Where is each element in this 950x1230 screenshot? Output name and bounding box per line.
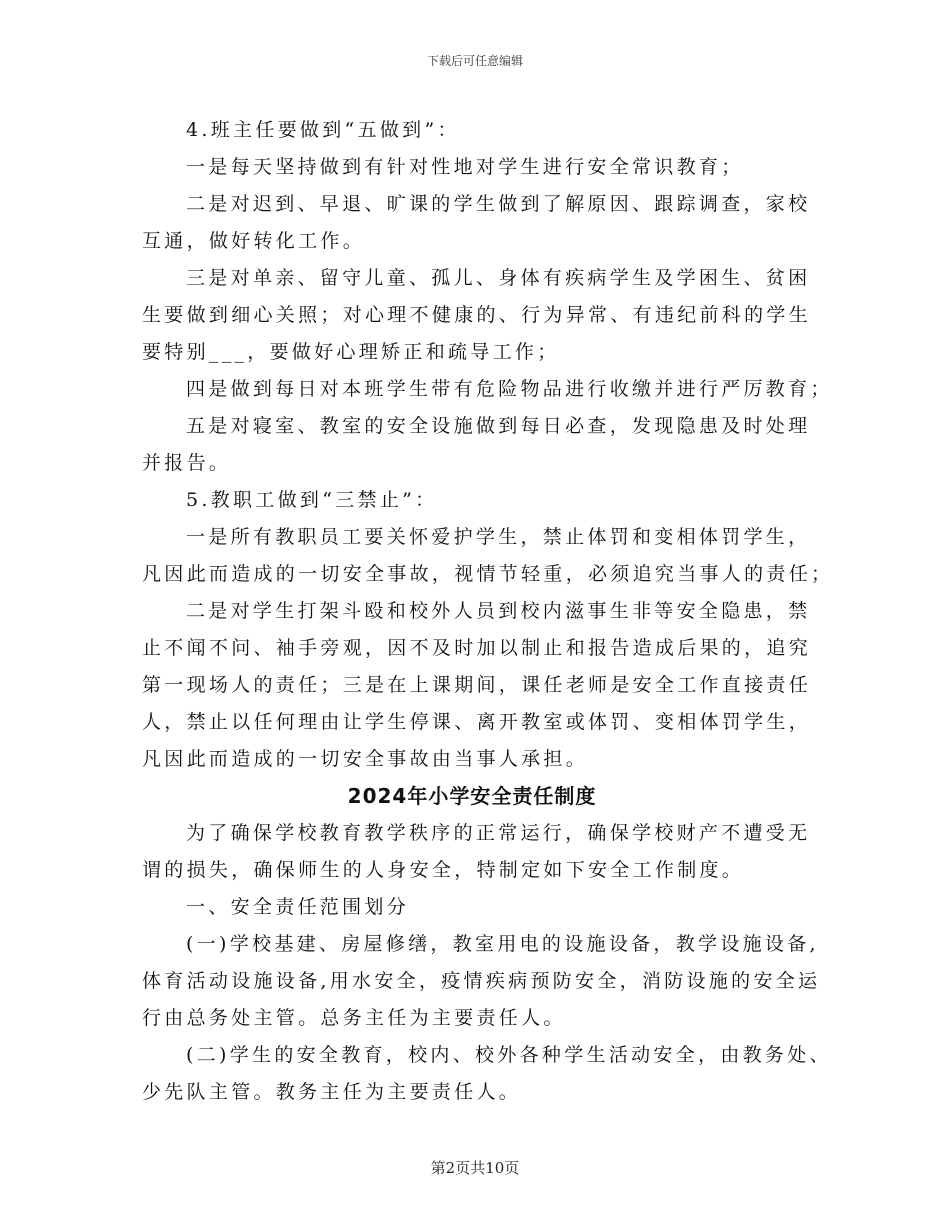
text-line: 体育活动设施设备,用水安全，疫情疾病预防安全，消防设施的安全运	[142, 970, 821, 992]
text-line: 一是每天坚持做到有针对性地对学生进行安全常识教育；	[186, 156, 744, 178]
text-line: 互通，做好转化工作。	[142, 230, 366, 252]
text-line: 二是对迟到、早退、旷课的学生做到了解原因、跟踪调查，家校	[186, 193, 811, 215]
text-line: 凡因此而造成的一切安全事故，视情节轻重，必须追究当事人的责任；	[142, 563, 834, 585]
text-line: (二)学生的安全教育，校内、校外各种学生活动安全，由教务处、	[186, 1044, 832, 1066]
text-line: 一是所有教职员工要关怀爱护学生，禁止体罚和变相体罚学生，	[186, 526, 811, 548]
text-line: 四是做到每日对本班学生带有危险物品进行收缴并进行严厉教育；	[186, 378, 833, 400]
text-line: 人，禁止以任何理由让学生停课、离开教室或体罚、变相体罚学生，	[142, 711, 812, 733]
text-line: 为了确保学校教育教学秩序的正常运行，确保学校财产不遭受无	[186, 822, 811, 844]
text-line: 止不闻不问、袖手旁观，因不及时加以制止和报告造成后果的，追究	[142, 637, 812, 659]
text-line: 并报告。	[142, 452, 232, 474]
text-line: 生要做到细心关照；对心理不健康的、行为异常、有违纪前科的学生	[142, 304, 812, 326]
text-line: 一、安全责任范围划分	[186, 896, 410, 918]
text-line: 谓的损失，确保师生的人身安全，特制定如下安全工作制度。	[142, 859, 745, 881]
text-line: 五是对寝室、教室的安全设施做到每日必查，发现隐患及时处理	[186, 415, 811, 437]
page-header-note: 下载后可任意编辑	[426, 54, 523, 68]
text-line: 行由总务处主管。总务主任为主要责任人。	[142, 1007, 566, 1029]
text-line: 5.教职工做到“三禁止”：	[186, 489, 438, 511]
text-line: 第一现场人的责任；三是在上课期间，课任老师是安全工作直接责任	[142, 674, 812, 696]
document-body	[142, 112, 834, 1111]
text-line: 凡因此而造成的一切安全事故由当事人承担。	[142, 748, 589, 770]
text-line: 少先队主管。教务主任为主要责任人。	[142, 1081, 522, 1103]
section-title: 2024年小学安全责任制度	[347, 784, 597, 808]
text-line: 三是对单亲、留守儿童、孤儿、身体有疾病学生及学困生、贫困	[186, 267, 811, 289]
text-line: 要特别___，要做好心理矫正和疏导工作；	[142, 341, 560, 363]
page-number: 第2页共10页	[430, 1159, 520, 1177]
text-line: (一)学校基建、房屋修缮，教室用电的设施设备，教学设施设备,	[186, 933, 819, 955]
text-line: 二是对学生打架斗殴和校外人员到校内滋事生非等安全隐患，禁	[186, 600, 811, 622]
text-line: 4.班主任要做到“五做到”：	[186, 119, 460, 141]
